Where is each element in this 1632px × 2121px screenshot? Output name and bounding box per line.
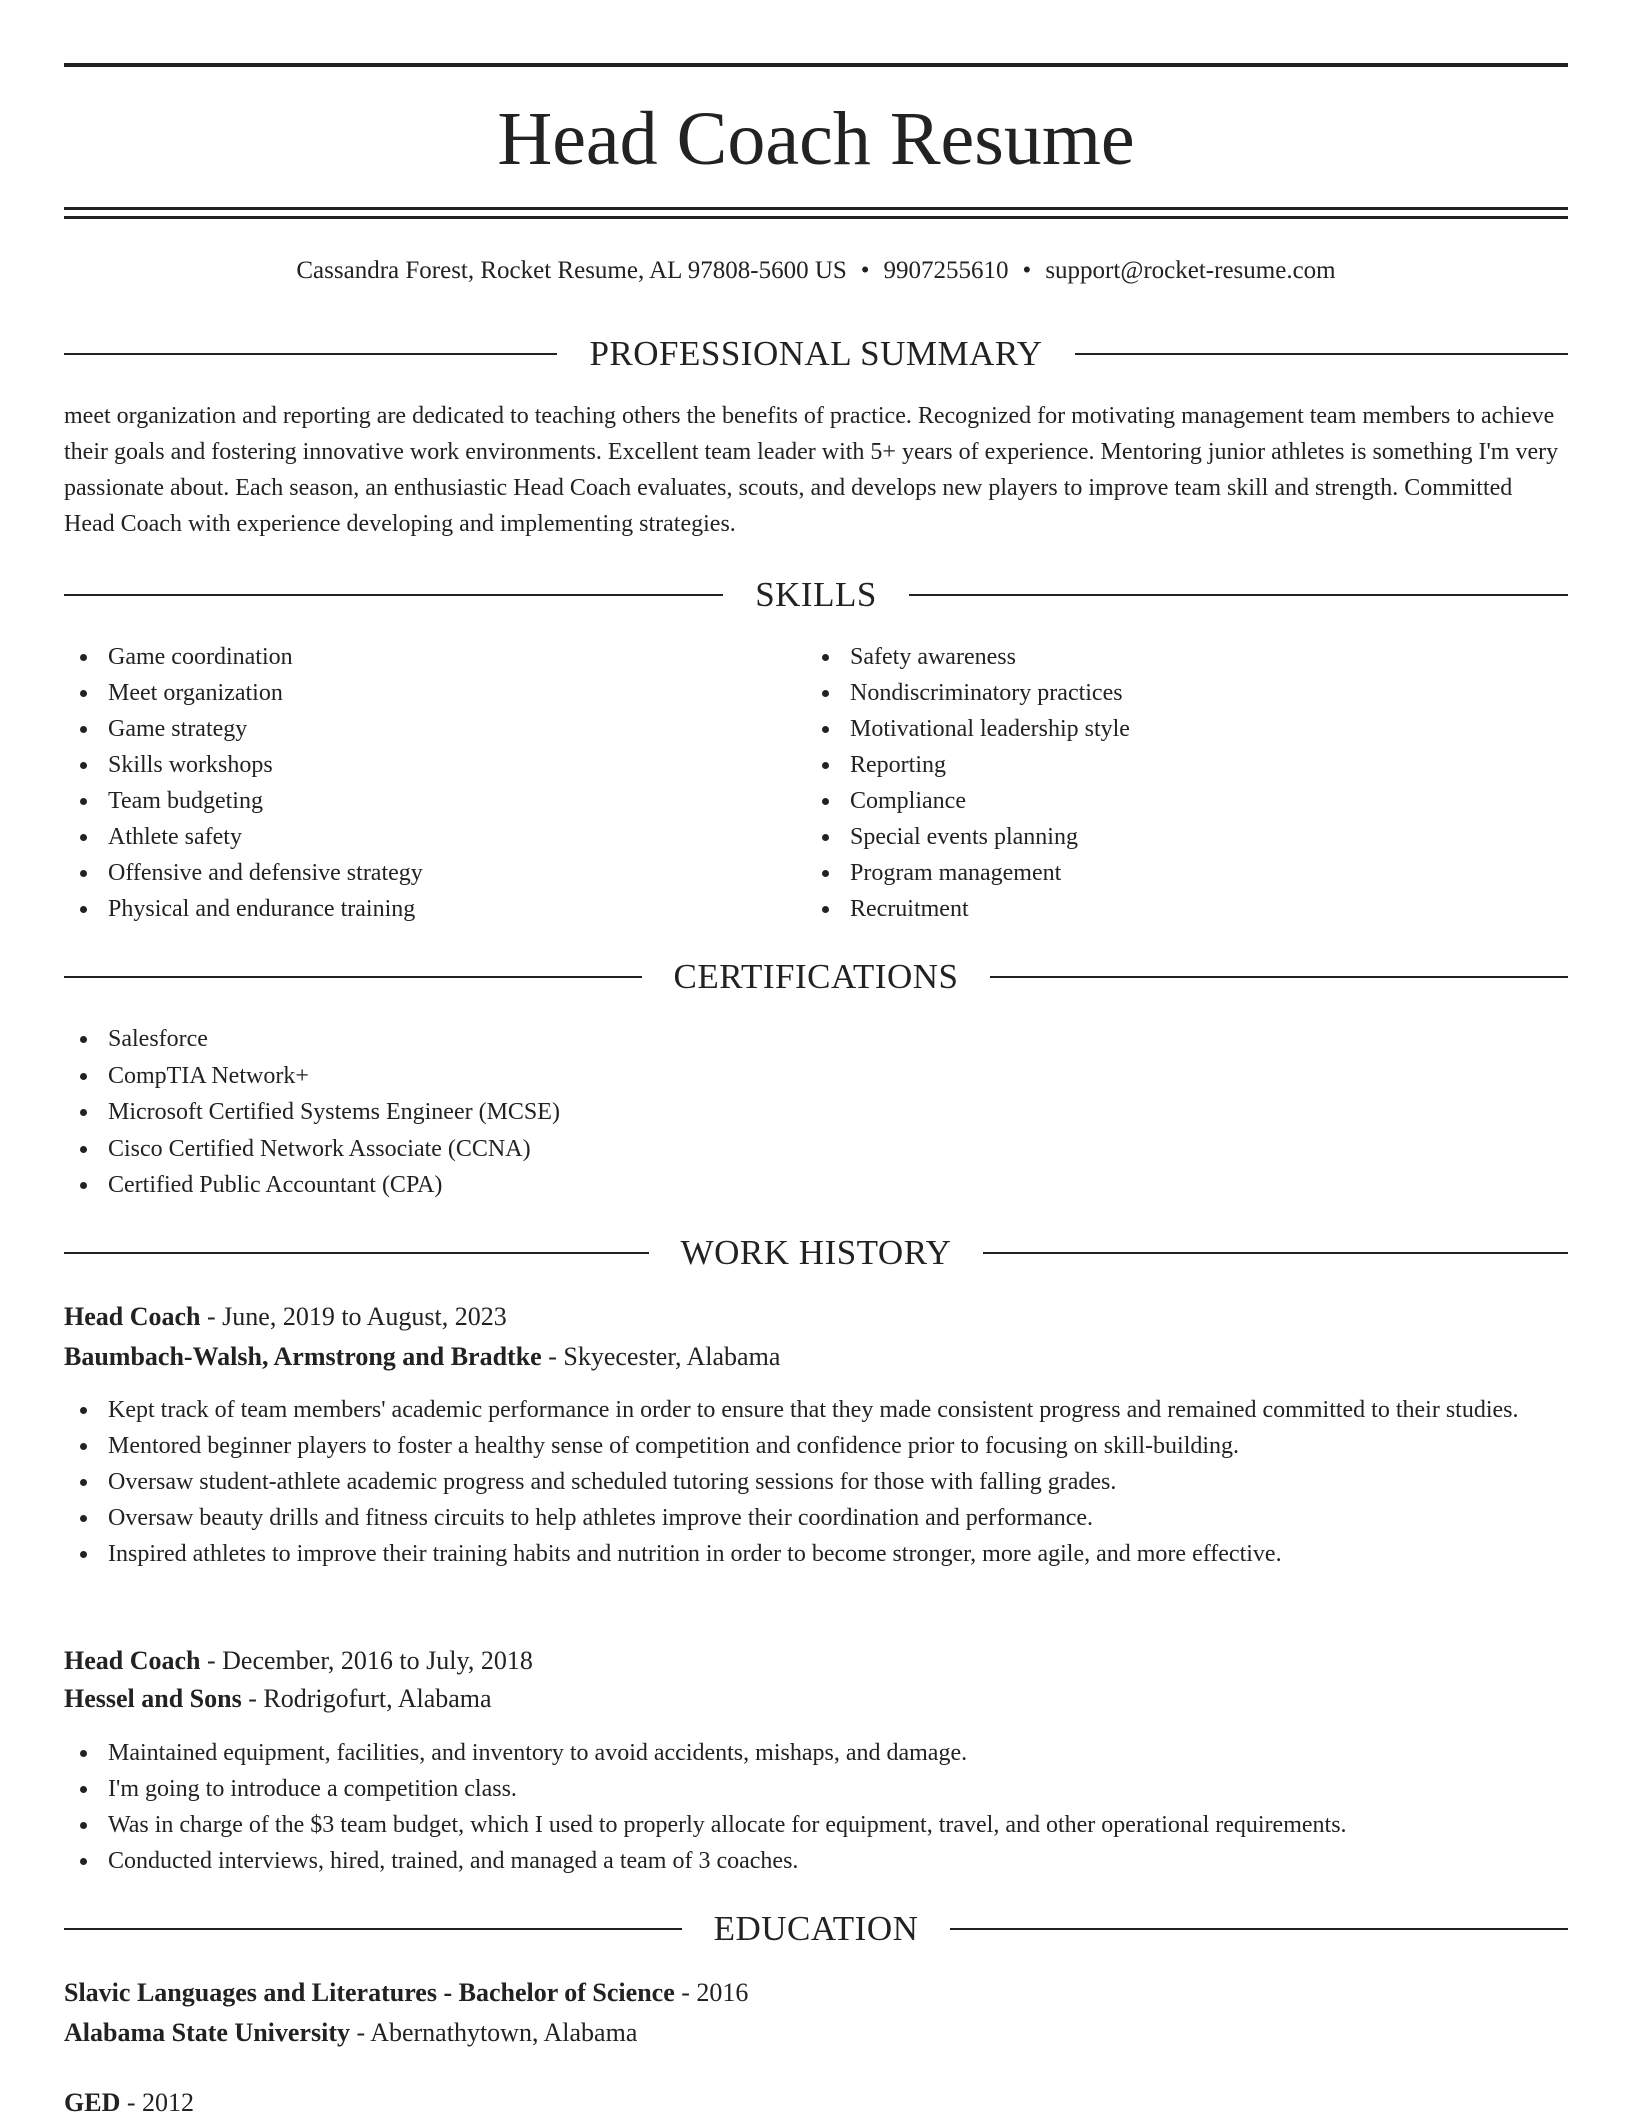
list-item: Game strategy [64,711,804,747]
list-item: Inspired athletes to improve their training habits and nutrition in order to become stronger, more agile, and more effective. [64,1536,1568,1572]
list-item: Program management [806,855,1546,891]
heading-rule [909,594,1568,596]
job-title-line [64,1643,1568,1679]
list-item: Compliance [806,783,1546,819]
job-company: Baumbach-Walsh, Armstrong and Bradtke [64,1342,542,1371]
list-item: Microsoft Certified Systems Engineer (MCSE) [64,1094,1568,1131]
list-item: Physical and endurance training [64,891,804,927]
contact-line [64,254,1568,288]
list-item: Oversaw beauty drills and fitness circuits to help athletes improve their coordination and performance. [64,1500,1568,1536]
section-heading-summary [64,332,1568,376]
job-bullet-list [64,1392,1568,1572]
job-company-line [64,1339,1568,1375]
section-title: PROFESSIONAL SUMMARY [589,334,1043,373]
job-bullet-list [64,1735,1568,1879]
job-company: Hessel and Sons [64,1684,242,1713]
list-item: Oversaw student-athlete academic progress and scheduled tutoring sessions for those with falling grades. [64,1464,1568,1500]
heading-rule [64,1252,649,1254]
list-item: Game coordination [64,639,804,675]
section-heading-skills [64,573,1568,617]
list-item: Certified Public Accountant (CPA) [64,1167,1568,1204]
page-title: Head Coach Resume [497,97,1135,181]
summary-text: meet organization and reporting are dedicated to teaching others the benefits of practice. Recognized for motivating management team members to achieve their goals and fostering innovative work environments. Excellent team leader with 5+ years of experience. Mentoring junior athletes is something I'm very passionate about. Each season, an enthusiastic Head Coach evaluates, scouts, and develops new players to improve team skill and strength. Committed Head Coach with experience developing and implementing strategies. [64,403,1559,537]
list-item: I'm going to introduce a competition class. [64,1771,1568,1807]
list-item: Meet organization [64,675,804,711]
list-item: CompTIA Network+ [64,1058,1568,1095]
list-item: Was in charge of the $3 team budget, which I used to properly allocate for equipment, travel, and other operational requirements. [64,1807,1568,1843]
list-item: Athlete safety [64,819,804,855]
education-location: - Abernathytown, Alabama [349,2018,638,2047]
job-dates: - December, 2016 to July, 2018 [200,1646,533,1675]
contact-separator: • [860,257,870,284]
education-degree: GED [64,2088,121,2117]
section-heading-work [64,1231,1568,1275]
heading-rule [990,976,1568,978]
certifications-list [64,1021,1568,1204]
skills-list-left [64,639,804,927]
education-year: - 2016 [674,1978,749,2007]
list-item: Reporting [806,747,1546,783]
job-dates: - June, 2019 to August, 2023 [200,1302,507,1331]
job-title: Head Coach [64,1302,201,1331]
section-heading-education [64,1907,1568,1951]
section-title: WORK HISTORY [680,1233,952,1272]
top-rule [64,63,1568,67]
list-item: Maintained equipment, facilities, and inventory to avoid accidents, mishaps, and damage. [64,1735,1568,1771]
contact-phone: 9907255610 [883,257,1009,284]
job-location: - Rodrigofurt, Alabama [241,1684,492,1713]
heading-rule [64,1928,682,1930]
education-degree-line [64,2085,1568,2121]
list-item: Offensive and defensive strategy [64,855,804,891]
list-item: Conducted interviews, hired, trained, and managed a team of 3 coaches. [64,1843,1568,1879]
section-title: EDUCATION [713,1909,919,1948]
list-item: Team budgeting [64,783,804,819]
heading-rule [1075,353,1568,355]
skills-list-right [806,639,1546,927]
education-degree-line [64,1975,1568,2011]
job-title-line [64,1299,1568,1335]
education-school: Alabama State University [64,2018,350,2047]
list-item: Recruitment [806,891,1546,927]
section-title: SKILLS [755,575,877,614]
heading-rule [64,353,557,355]
education-year: - 2012 [120,2088,195,2117]
list-item: Mentored beginner players to foster a healthy sense of competition and confidence prior to focusing on skill-building. [64,1428,1568,1464]
list-item: Motivational leadership style [806,711,1546,747]
list-item: Skills workshops [64,747,804,783]
heading-rule [64,594,723,596]
list-item: Kept track of team members' academic performance in order to ensure that they made consistent progress and remained committed to their studies. [64,1392,1568,1428]
heading-rule [950,1928,1568,1930]
heading-rule [64,976,642,978]
list-item: Salesforce [64,1021,1568,1058]
list-item: Safety awareness [806,639,1546,675]
contact-email: support@rocket-resume.com [1045,257,1336,284]
job-location: - Skyecester, Alabama [541,1342,781,1371]
list-item: Nondiscriminatory practices [806,675,1546,711]
education-school-line [64,2015,1568,2051]
job-title: Head Coach [64,1646,201,1675]
job-company-line [64,1681,1568,1717]
contact-address: Cassandra Forest, Rocket Resume, AL 97808-5600 US [296,257,847,284]
list-item: Cisco Certified Network Associate (CCNA) [64,1131,1568,1168]
heading-rule [983,1252,1568,1254]
title-double-rule [64,207,1568,219]
section-title: CERTIFICATIONS [673,957,959,996]
list-item: Special events planning [806,819,1546,855]
contact-separator: • [1022,257,1032,284]
section-heading-certifications [64,955,1568,999]
education-degree: Slavic Languages and Literatures - Bachelor of Science [64,1978,675,2007]
